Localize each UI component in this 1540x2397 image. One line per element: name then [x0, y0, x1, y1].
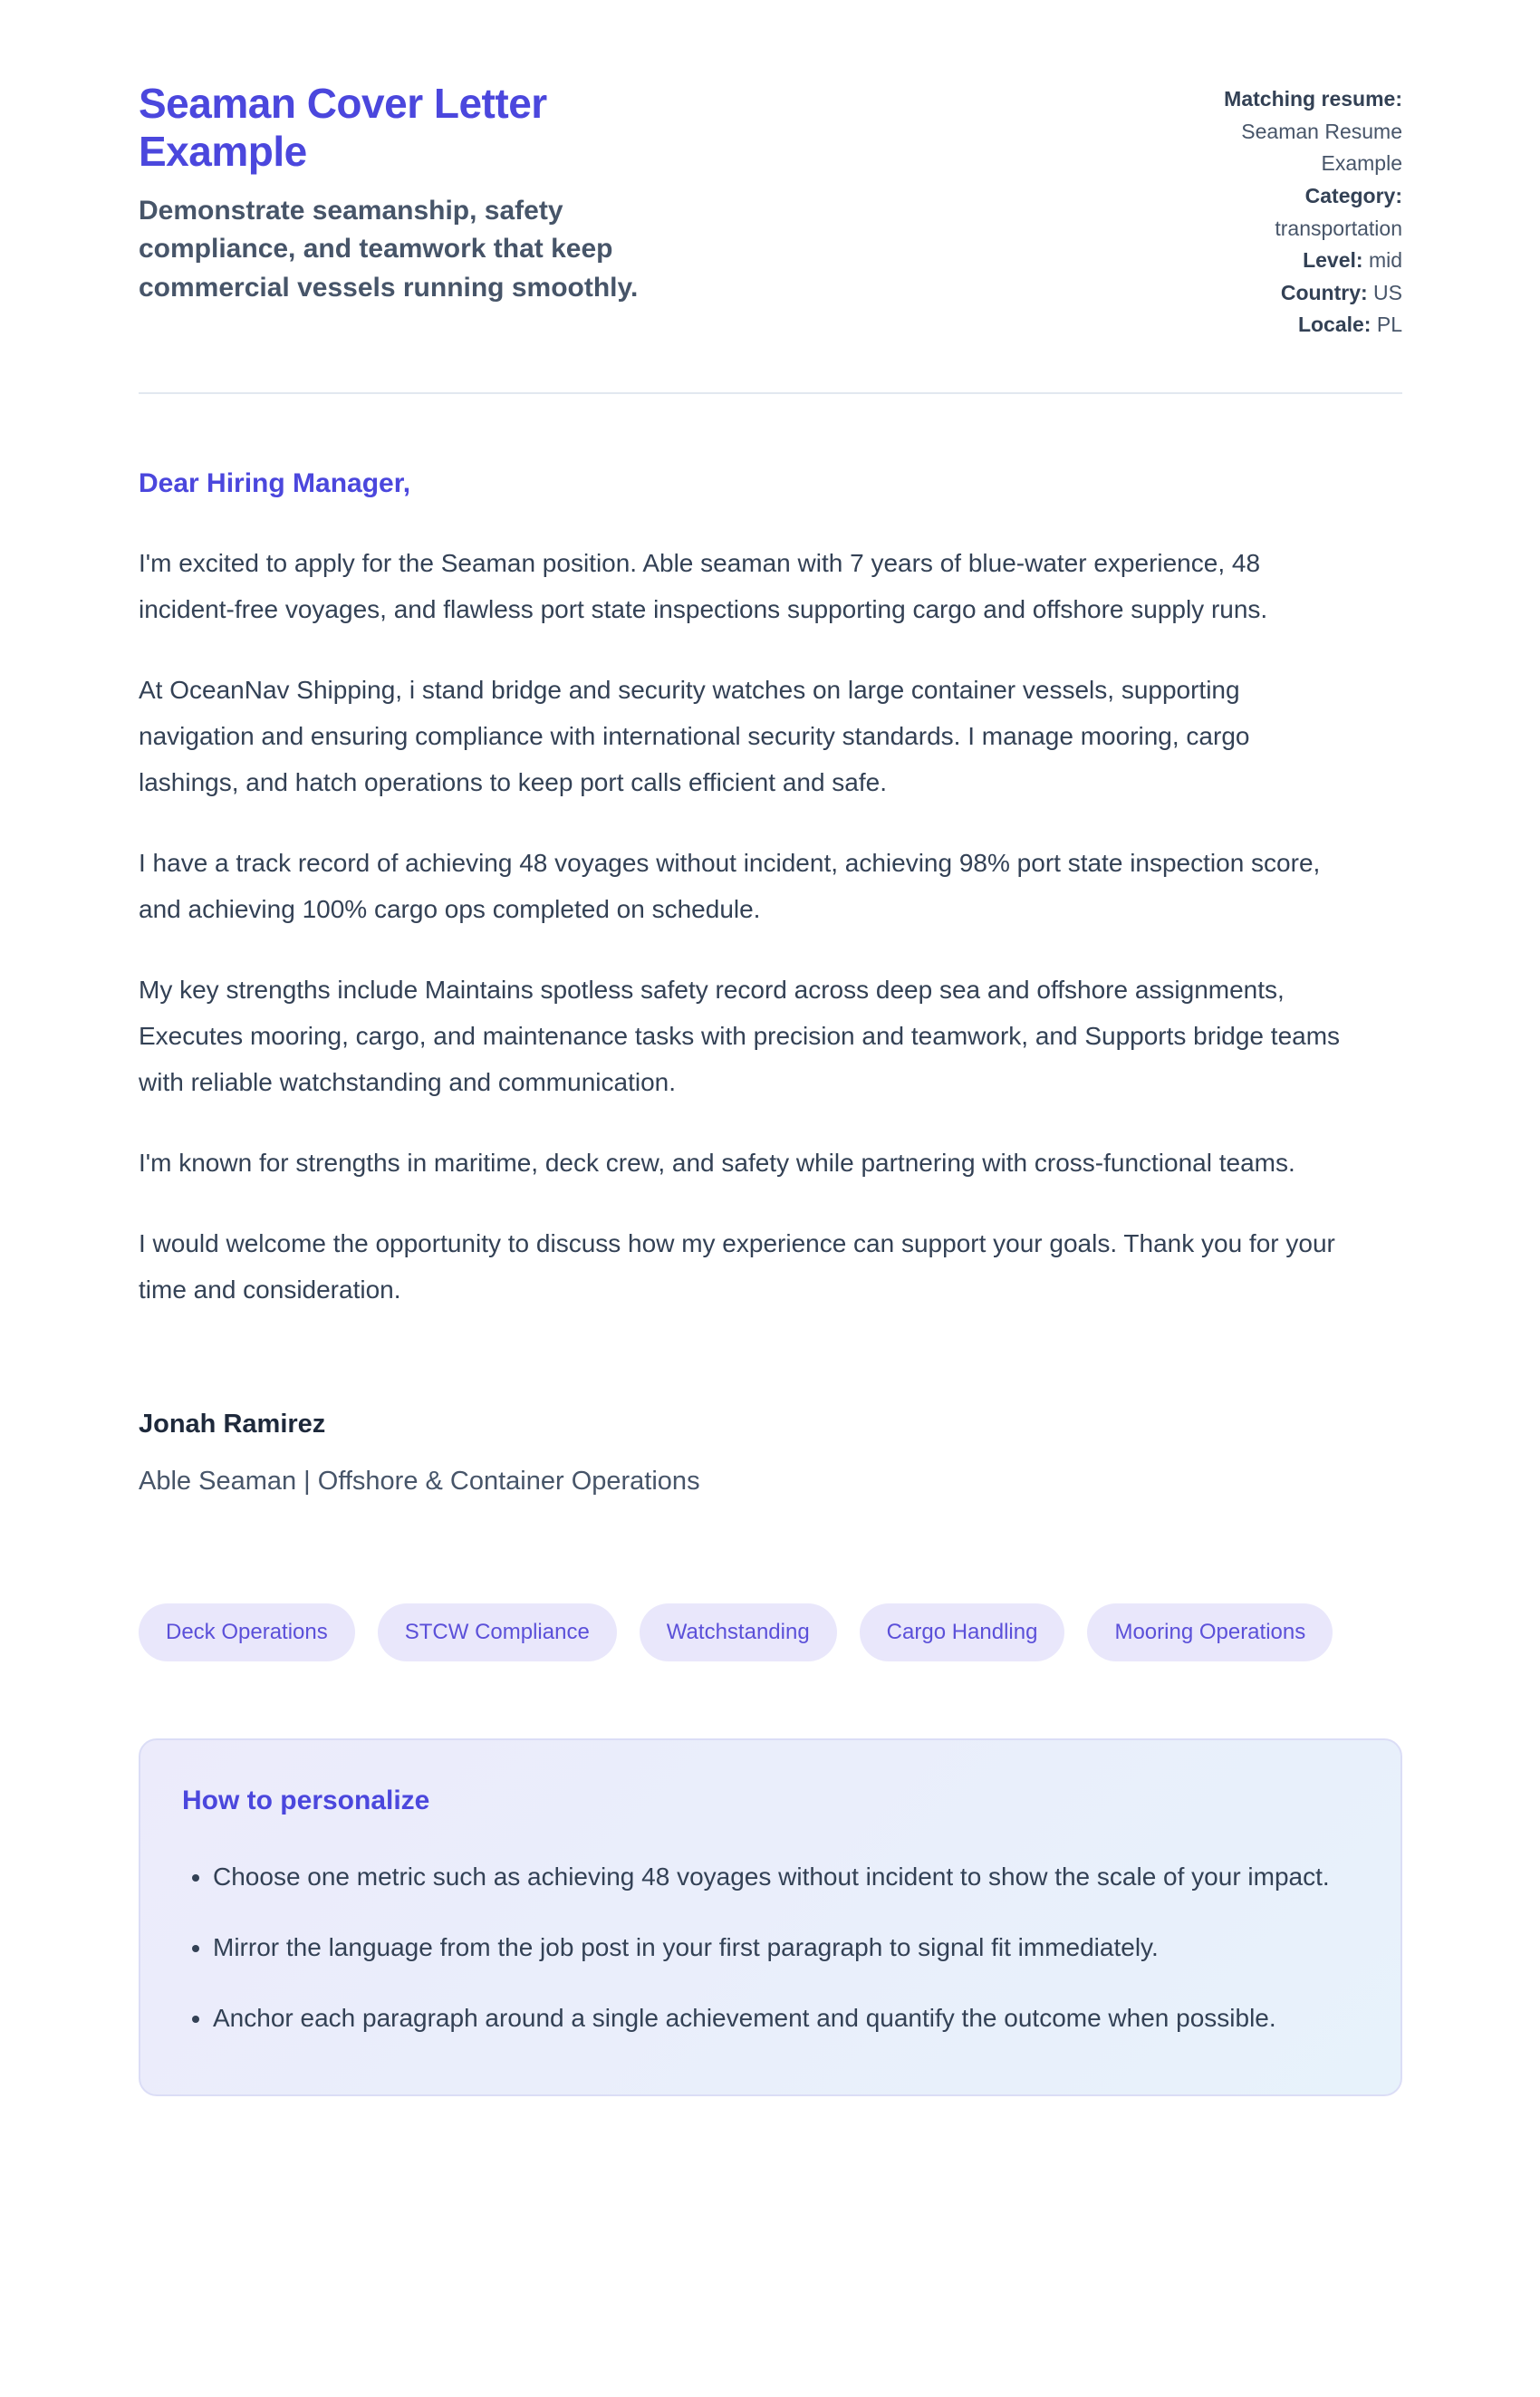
- letter-paragraph-5: I'm known for strengths in maritime, deck crew, and safety while partnering with cross-functional teams.: [139, 1148, 1295, 1177]
- letter-paragraph-3: I have a track record of achieving 48 voyages without incident, achieving 98% port state inspection score, and achieving 100% cargo ops completed on schedule.: [139, 848, 1321, 923]
- meta-matching-resume-label: Matching resume:: [1224, 87, 1402, 111]
- callout-bullet-list: [182, 1854, 1355, 2042]
- skill-tag-mooring-operations: Mooring Operations: [1087, 1603, 1333, 1661]
- cover-letter-body: [139, 468, 1402, 1496]
- how-to-personalize-callout: [139, 1738, 1402, 2096]
- signature-role: Able Seaman | Offshore & Container Operations: [139, 1466, 700, 1496]
- meta-level: [1174, 245, 1402, 277]
- letter-greeting: Dear Hiring Manager,: [139, 468, 411, 499]
- meta-locale-value: PL: [1376, 313, 1402, 337]
- resume-meta: [1174, 80, 1402, 342]
- skill-tag-deck-operations: Deck Operations: [139, 1603, 355, 1661]
- meta-category-value: transportation: [1275, 216, 1402, 240]
- callout-bullet-3: • Anchor each paragraph around a single achievement and quantify the outcome when possible.: [213, 1996, 1355, 2041]
- meta-locale-label: Locale:: [1297, 313, 1372, 337]
- letter-paragraph-6: I would welcome the opportunity to discuss how my experience can support your goals. Thank you for your time and consideration.: [139, 1228, 1335, 1304]
- page-title: Seaman Cover Letter Example: [139, 80, 547, 175]
- skill-tag-watchstanding: Watchstanding: [640, 1603, 837, 1661]
- meta-category-label: Category:: [1304, 183, 1402, 207]
- meta-country-label: Country:: [1280, 280, 1368, 304]
- meta-locale: [1174, 309, 1402, 342]
- skill-tag-cargo-handling: Cargo Handling: [860, 1603, 1065, 1661]
- letter-paragraph-4: My key strengths include Maintains spotless safety record across deep sea and offshore assignments, Executes mooring, cargo, and maintenance tasks with precision and teamwork, and Supports bridge teams with reliable watchstanding and communication.: [139, 975, 1341, 1096]
- skill-tags: [139, 1603, 1402, 1661]
- callout-heading: How to personalize: [182, 1785, 430, 1815]
- header: [139, 80, 1402, 342]
- page-subtitle: Demonstrate seamanship, safety compliance, and teamwork that keep commercial vessels running smoothly.: [139, 195, 639, 303]
- meta-level-value: mid: [1368, 248, 1402, 273]
- meta-matching-resume-value: Seaman Resume Example: [1241, 119, 1402, 176]
- meta-country-value: US: [1373, 280, 1402, 304]
- letter-paragraph-1: I'm excited to apply for the Seaman position. Able seaman with 7 years of blue-water experience, 48 incident-free voyages, and flawless port state inspections supporting cargo and offshore supply runs.: [139, 549, 1268, 624]
- letter-paragraph-2: At OceanNav Shipping, i stand bridge and security watches on large container vessels, supporting navigation and ensuring compliance with international security standards. I manage mooring, cargo lashings, and hatch operations to keep port calls efficient and safe.: [139, 676, 1250, 796]
- callout-bullet-1: • Choose one metric such as achieving 48 voyages without incident to show the scale of your impact.: [213, 1854, 1355, 1900]
- header-title-block: [139, 80, 718, 308]
- meta-level-label: Level:: [1303, 248, 1363, 273]
- meta-category: [1174, 180, 1402, 245]
- header-divider: [139, 392, 1402, 394]
- callout-bullet-2: • Mirror the language from the job post in your first paragraph to signal fit immediately.: [213, 1925, 1355, 1970]
- skill-tag-stcw-compliance: STCW Compliance: [378, 1603, 617, 1661]
- meta-matching-resume: [1174, 83, 1402, 180]
- signature-name: Jonah Ramirez: [139, 1409, 326, 1439]
- meta-country: [1174, 277, 1402, 310]
